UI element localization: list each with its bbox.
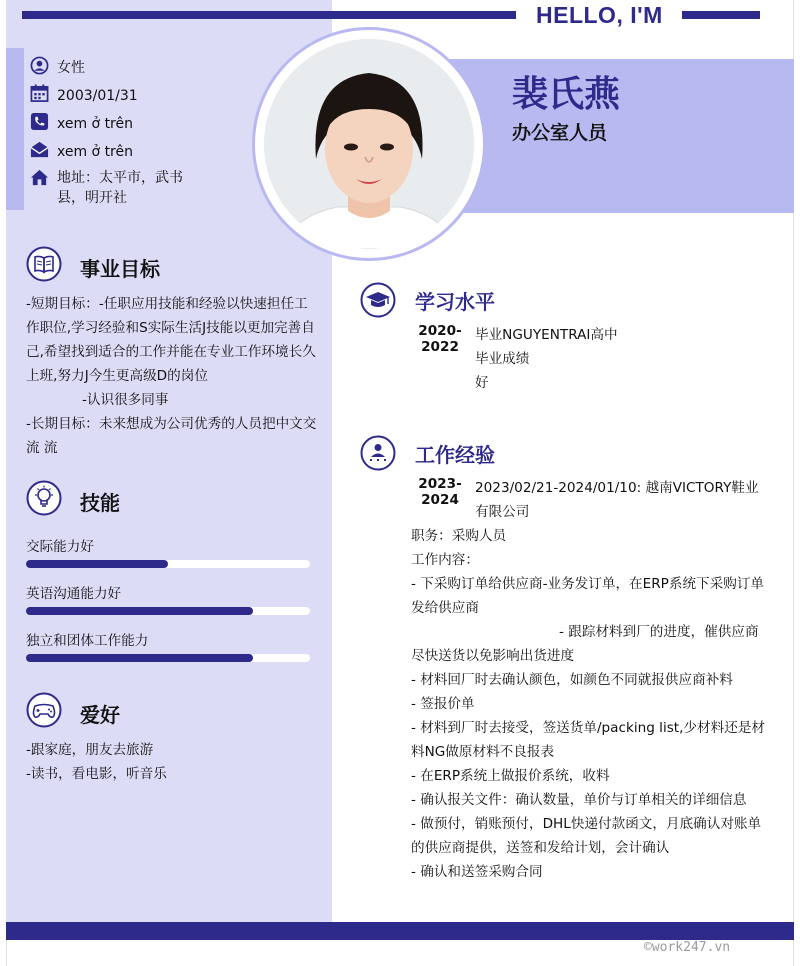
experience-position: 职务：采购人员: [411, 528, 507, 544]
contact-gender-row: [30, 56, 197, 78]
phone-text: xem ở trên: [57, 116, 133, 132]
portrait-illustration: [264, 39, 474, 249]
education-result-label: 毕业成绩: [475, 351, 530, 367]
gamepad-icon: [26, 692, 62, 728]
skill-bar-fill: [26, 607, 253, 615]
hobby-line: -读书，看电影，听音乐: [26, 766, 167, 782]
skill-bar-fill: [26, 654, 253, 662]
contact-birthday-row: [30, 84, 197, 106]
education-year-end: 2022: [421, 339, 459, 355]
skill-label: 独立和团体工作能力: [26, 633, 149, 649]
graduation-cap-icon: [360, 282, 396, 318]
calendar-icon: [30, 84, 49, 103]
watermark-text: ©work247.vn: [644, 940, 731, 955]
skill-bar-track: [26, 654, 310, 662]
duty-item: - 材料回厂时去确认颜色，如颜色不同就报供应商补料: [411, 672, 733, 688]
user-icon: [30, 56, 49, 75]
gender-text: 女性: [57, 60, 85, 76]
profile-photo: [264, 39, 474, 249]
skill-bar-fill: [26, 560, 168, 568]
contact-address-row: [30, 168, 187, 208]
duty-item: - 做预付，销账预付，DHL快递付款函文，月底确认对账单的供应商提供，送签和发给计划，会计确认: [411, 816, 762, 856]
hobbies-title: 爱好: [80, 703, 120, 727]
candidate-name: 裴氏燕: [512, 74, 621, 115]
sidebar-accent: [6, 48, 24, 210]
phone-icon: [30, 112, 49, 131]
duty-item: - 确认报关文件：确认数量，单价与订单相关的详细信息: [411, 792, 747, 808]
education-years: [418, 323, 462, 355]
duty-item: - 下采购订单给供应商-业务发订单，在ERP系统下采购订单发给供应商: [411, 576, 765, 616]
experience-year-end: 2024: [421, 492, 459, 508]
home-icon: [30, 168, 49, 187]
footer-bar: [6, 922, 794, 940]
book-icon: [26, 246, 62, 282]
mail-icon: [30, 140, 49, 159]
skill-label: 英语沟通能力好: [26, 586, 122, 602]
education-school: 毕业NGUYENTRAI高中: [475, 327, 618, 343]
header-bar-left: [22, 11, 516, 19]
experience-company: 2023/02/21-2024/01/10: 越南VICTORY鞋业有限公司: [475, 480, 759, 520]
lightbulb-icon: [26, 480, 62, 516]
hobby-line: -跟家庭，朋友去旅游: [26, 742, 154, 758]
email-text: xem ở trên: [57, 144, 133, 160]
experience-title: 工作经验: [415, 443, 495, 467]
duty-item: - 确认和送签采购合同: [411, 864, 543, 880]
birthday-text: 2003/01/31: [57, 88, 138, 104]
duty-item: - 跟踪材料到厂的进度，催供应商尽快送货以免影响出货进度: [411, 624, 759, 664]
education-title: 学习水平: [415, 290, 495, 314]
experience-body: [411, 524, 767, 884]
education-details: [475, 323, 675, 395]
duty-item: - 材料到厂时去接受，签送货单/packing list,少材料还是材料NG做原材料不良报表: [411, 720, 766, 760]
worker-icon: [360, 435, 396, 471]
skill-bar-track: [26, 607, 310, 615]
career-long-term: -长期目标：未来想成为公司优秀的人员把中文交流 流: [26, 416, 317, 456]
skill-label: 交际能力好: [26, 539, 94, 555]
duty-item: - 签报价单: [411, 696, 475, 712]
education-result: 好: [475, 375, 489, 391]
skills-title: 技能: [80, 491, 120, 515]
contact-phone-row: [30, 112, 197, 134]
career-short-term-extra: -认识很多同事: [82, 392, 169, 408]
hello-heading: HELLO, I'M: [536, 2, 663, 28]
contact-email-row: [30, 140, 197, 162]
address-text: 地址：太平市，武书县，明开社: [57, 170, 183, 206]
education-year-start: 2020-: [418, 323, 462, 339]
experience-content-label: 工作内容：: [411, 552, 479, 568]
job-title: 办公室人员: [512, 122, 608, 144]
experience-years: [418, 476, 462, 508]
experience-year-start: 2023-: [418, 476, 462, 492]
header-bar-right: [682, 11, 760, 19]
skill-bar-track: [26, 560, 310, 568]
career-short-term: -短期目标：-任职应用技能和经验以快速担任工作职位,学习经验和S实际生活J技能以更加完善自己,希望找到适合的工作并能在专业工作环境长久上班,努力J今生更高级D的岗位: [26, 296, 316, 384]
duty-item: - 在ERP系统上做报价系统，收料: [411, 768, 610, 784]
career-title: 事业目标: [80, 257, 160, 281]
